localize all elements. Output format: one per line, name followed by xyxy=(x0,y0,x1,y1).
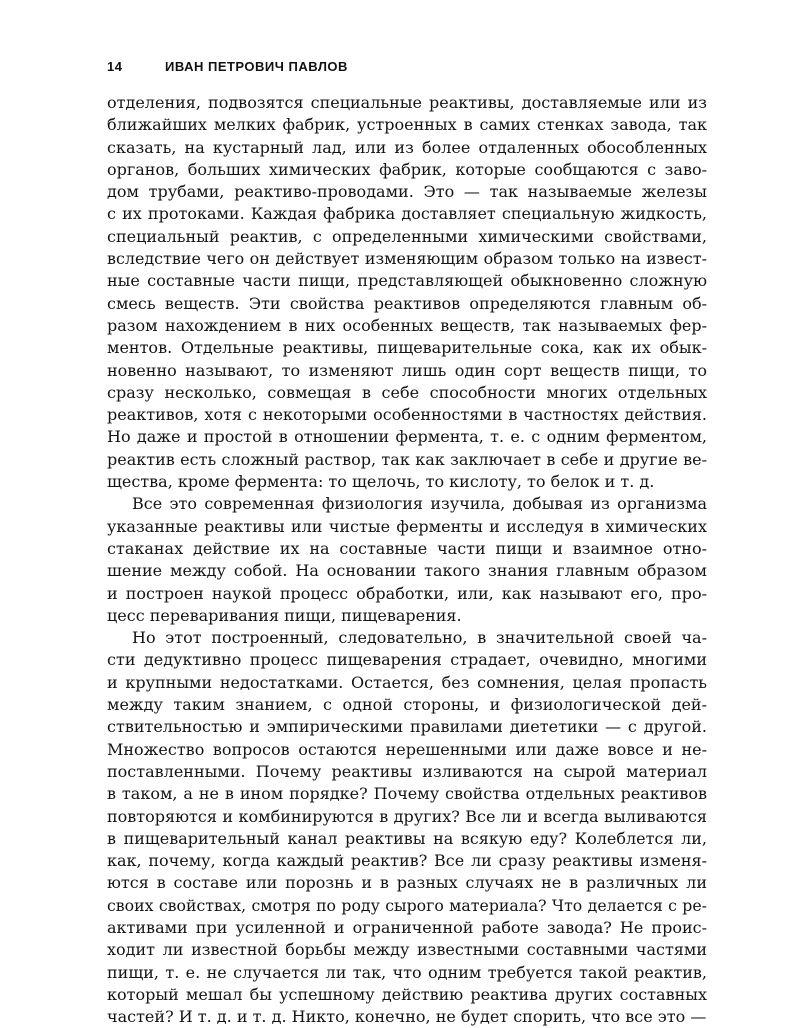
text-line: специальный реактив, с определенными химическими свойствами, xyxy=(107,226,707,246)
text-line: пищи, т. е. не случается ли так, что одним требуется такой реактив, xyxy=(107,962,707,982)
text-line: который мешал бы успешному действию реактива других составных xyxy=(107,984,707,1004)
text-line: сказать, на кустарный лад, или из более отдаленных обособленных xyxy=(107,137,707,157)
text-line: органов, больших химических фабрик, которые сообщаются с заво- xyxy=(107,159,707,179)
running-head xyxy=(107,59,348,74)
text-line: шение между собой. На основании такого знания главным образом xyxy=(107,561,707,581)
text-line: вследствие чего он действует изменяющим образом только на извест- xyxy=(107,249,707,269)
text-line: отделения, подвозятся специальные реактивы, доставляемые или из xyxy=(107,93,707,112)
running-title: ИВАН ПЕТРОВИЧ ПАВЛОВ xyxy=(165,59,348,74)
text-line: с их протоками. Каждая фабрика доставляет специальную жидкость, xyxy=(107,204,707,224)
text-line: сти дедуктивно процесс пищеварения страдает, очевидно, многими xyxy=(107,650,707,670)
text-line: смесь веществ. Эти свойства реактивов определяются главным об- xyxy=(107,293,707,313)
paragraph-3 xyxy=(107,627,707,1028)
text-line: и построен наукой процесс обработки, или, как называют его, про- xyxy=(107,583,707,603)
text-line: Но этот построенный, следовательно, в значительной своей ча- xyxy=(132,628,707,648)
text-line: в пищеварительный канал реактивы на всякую еду? Колеблется ли, xyxy=(107,828,707,848)
text-line: ются в составе или порознь и в разных случаях не в различных ли xyxy=(107,873,707,893)
page-number: 14 xyxy=(107,59,123,74)
text-line: и крупными недостатками. Остается, без сомнения, целая пропасть xyxy=(107,672,707,692)
text-line: указанные реактивы или чистые ферменты и исследуя в химических xyxy=(107,516,707,536)
text-line: щества, кроме фермента: то щелочь, то кислоту, то белок и т. д. xyxy=(107,472,655,492)
text-line: ближайших мелких фабрик, устроенных в самих стенках завода, так xyxy=(107,115,707,135)
text-line: ментов. Отдельные реактивы, пищеварительные сока, как их обык- xyxy=(107,338,707,358)
text-line: Множество вопросов остаются нерешенными или даже вовсе и не- xyxy=(107,739,707,759)
text-line: поставленными. Почему реактивы изливаются на сырой материал xyxy=(107,761,707,781)
text-line: своих свойствах, смотря по роду сырого материала? Что делается с ре- xyxy=(107,895,707,915)
text-line: Все это современная физиология изучила, добывая из организма xyxy=(132,494,707,514)
text-line: ствительностью и эмпирическими правилами диететики — с другой. xyxy=(107,717,707,737)
text-line: реактив есть сложный раствор, так как заключает в себе и другие ве- xyxy=(107,449,707,469)
text-line: стаканах действие их на составные части пищи и взаимное отно- xyxy=(107,538,707,558)
text-line: повторяются и комбинируются в других? Все ли и всегда выливаются xyxy=(107,806,707,826)
text-line: реактивов, хотя с некоторыми особенностями в частностях действия. xyxy=(107,405,707,425)
text-line: Но даже и простой в отношении фермента, т. е. с одним ферментом, xyxy=(107,427,707,447)
body-text xyxy=(107,92,707,1028)
text-line: цесс переваривания пищи, пищеварения. xyxy=(107,605,462,625)
text-line: ные составные части пищи, представляющей обыкновенно сложную xyxy=(107,271,707,291)
paragraph-1 xyxy=(107,92,707,493)
text-line: разом нахождением в них особенных веществ, так называемых фер- xyxy=(107,315,707,335)
paragraph-2 xyxy=(107,493,707,627)
text-line: сразу несколько, совмещая в себе способности многих отдельных xyxy=(107,382,707,402)
text-line: новенно называют, то изменяют лишь один сорт веществ пищи, то xyxy=(107,360,707,380)
text-line: в таком, а не в ином порядке? Почему свойства отдельных реактивов xyxy=(107,784,707,804)
text-line: как, почему, когда каждый реактив? Все ли сразу реактивы изменя- xyxy=(107,851,707,871)
text-line: ходит ли известной борьбы между известными составными частями xyxy=(107,940,707,960)
text-line: между таким знанием, с одной стороны, и физиологической дей- xyxy=(107,695,707,715)
text-line: активами при усиленной и ограниченной работе завода? Не проис- xyxy=(107,917,707,937)
text-line: дом трубами, реактиво-проводами. Это — так называемые железы xyxy=(107,182,707,202)
text-line: частей? И т. д. и т. д. Никто, конечно, не будет спорить, что все это — xyxy=(107,1007,707,1027)
